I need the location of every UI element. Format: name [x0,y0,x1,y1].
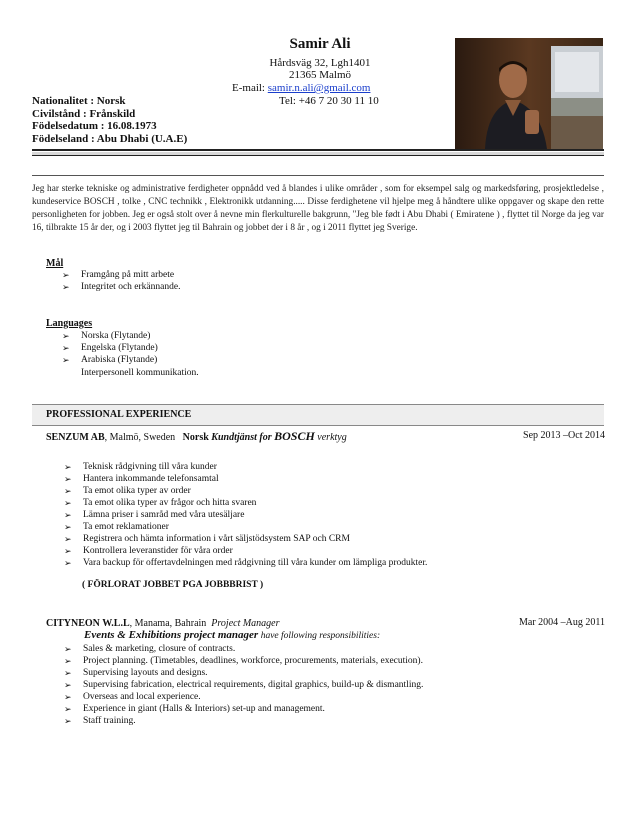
list-item: ➢ Experience in giant (Halls & Interiors) set-up and management. [64,704,325,714]
civil-status: Civilstånd : Frånskild [32,107,136,120]
arrow-bullet-icon: ➢ [64,546,72,556]
divider-thin [32,175,604,176]
bosch-brand: BOSCH [274,429,315,443]
job1-title-line [46,430,606,444]
list-item: ➢ Ta emot olika typer av order [64,486,191,496]
languages-heading: Languages [46,318,93,329]
job2-events-suffix: have following responsibilities: [260,631,381,641]
list-item: ➢ Hantera inkommande telefonsamtal [64,474,219,484]
nationality: Nationalitet : Norsk [32,95,126,107]
arrow-bullet-icon: ➢ [64,644,72,654]
arrow-bullet-icon: ➢ [64,692,72,702]
list-item: ➢ Engelska (Flytande) [62,343,158,353]
job1-role: Kundtjänst for [211,432,272,443]
job2-dates: Mar 2004 –Aug 2011 [518,617,605,628]
list-item: ➢ Ta emot reklamationer [64,522,169,532]
arrow-bullet-icon: ➢ [62,270,70,280]
list-item: ➢ Overseas and local experience. [64,692,201,702]
email-link[interactable]: samir.n.ali@gmail.com [267,82,371,94]
goals-heading: Mål [46,258,64,269]
job1-company: SENZUM AB [46,432,105,443]
contact-block [232,82,422,108]
arrow-bullet-icon: ➢ [64,522,72,532]
list-item: ➢ Norska (Flytande) [62,331,151,341]
list-item: ➢ Integritet och erkännande. [62,282,181,292]
arrow-bullet-icon: ➢ [64,716,72,726]
address-line-2: 21365 Malmö [288,69,352,81]
profile-photo [455,38,603,149]
list-item: ➢ Sales & marketing, closure of contracts. [64,644,236,654]
arrow-bullet-icon: ➢ [64,534,72,544]
arrow-bullet-icon: ➢ [64,656,72,666]
list-item: ➢ Arabiska (Flytande) [62,355,158,365]
divider-top [32,149,604,151]
job1-note: ( FÖRLORAT JOBBET PGA JOBBBRIST ) [82,580,264,590]
profile-photo-image [455,38,603,149]
goals-list [62,269,362,293]
list-item: ➢ Supervising fabrication, electrical requirements, digital graphics, build-up & dismantling. [64,680,424,690]
personal-details [32,95,187,145]
interpersonal-skill: Interpersonell kommunikation. [81,368,199,378]
address-line-1: Hårdsväg 32, Lgh1401 [269,57,371,69]
arrow-bullet-icon: ➢ [64,680,72,690]
list-item: ➢ Vara backup för offertavdelningen med rådgivning till våra kunder om lämpliga produkter. [64,558,428,568]
list-item: ➢ Kontrollera leveranstider för våra order [64,546,233,556]
job1-role-prefix: Norsk [182,432,209,443]
list-item: ➢ Supervising layouts and designs. [64,668,208,678]
job2-events-title: Events & Exhibitions project manager [84,629,259,641]
birthplace: Födelseland : Abu Dhabi (U.A.E) [32,132,188,145]
arrow-bullet-icon: ➢ [64,668,72,678]
arrow-bullet-icon: ➢ [64,474,72,484]
job2-location: , Manama, Bahrain [129,618,207,629]
phone: Tel: +46 7 20 30 11 10 [279,95,379,107]
divider-bottom [32,155,604,156]
job1-dates: Sep 2013 –Oct 2014 [523,430,605,441]
arrow-bullet-icon: ➢ [62,282,70,292]
job1-role-suffix: verktyg [317,432,347,443]
email-label: E-mail: [232,82,265,94]
list-item: ➢ Ta emot olika typer av frågor och hitta svaren [64,498,257,508]
arrow-bullet-icon: ➢ [64,498,72,508]
list-item: ➢ Teknisk rådgivning till våra kunder [64,462,217,472]
birthdate: Födelsedatum : 16.08.1973 [32,120,157,133]
list-item: ➢ Staff training. [64,716,136,726]
list-item: ➢ Registrera och hämta information i vårt säljstödsystem SAP och CRM [64,534,350,544]
candidate-name: Samir Ali [289,36,351,52]
job2-events-line [84,629,380,641]
job1-responsibilities [64,461,584,569]
list-item: ➢ Lämna priser i samråd med våra utesäljare [64,510,245,520]
list-item: ➢ Project planning. (Timetables, deadlines, workforce, procurements, materials, execution). [64,656,423,666]
arrow-bullet-icon: ➢ [64,462,72,472]
job1-location: , Malmö, Sweden [104,432,176,443]
job2-responsibilities [64,643,584,727]
arrow-bullet-icon: ➢ [62,331,70,341]
experience-heading: PROFESSIONAL EXPERIENCE [46,409,192,420]
experience-heading-bar [32,404,604,426]
arrow-bullet-icon: ➢ [64,704,72,714]
intro-paragraph: Jeg har sterke tekniske og administrative ferdigheter oppnådd ved å blandes i ulike områder , som for eksempel salg og markedsføring, prosjektledelse , kundeservice BOSCH , tolke , CNC technikk , Elektronikk utdanning..... Disse ferdighetene vil hjelpe meg å håndtere ulike oppgaver og skape den rette personligheten for jobben. Jeg er også stolt over å nevne min flerkulturelle bakgrunn, "Jeg ble født i Abu Dhabi ( Emiratene ) , flyttet til Norge da jeg var 16, tilbrakte 15 år der, og i 2003 flyttet jeg til Bahrain og jobbet der i 8 år , og i 2011 flyttet jeg Sverige. [32,184,604,233]
job2-role: Project Manager [211,618,280,629]
arrow-bullet-icon: ➢ [62,355,70,365]
job2-company: CITYNEON W.L.L [46,618,130,629]
languages-list [62,330,362,366]
arrow-bullet-icon: ➢ [62,343,70,353]
list-item: ➢ Framgång på mitt arbete [62,270,175,280]
arrow-bullet-icon: ➢ [64,486,72,496]
arrow-bullet-icon: ➢ [64,510,72,520]
arrow-bullet-icon: ➢ [64,558,72,568]
